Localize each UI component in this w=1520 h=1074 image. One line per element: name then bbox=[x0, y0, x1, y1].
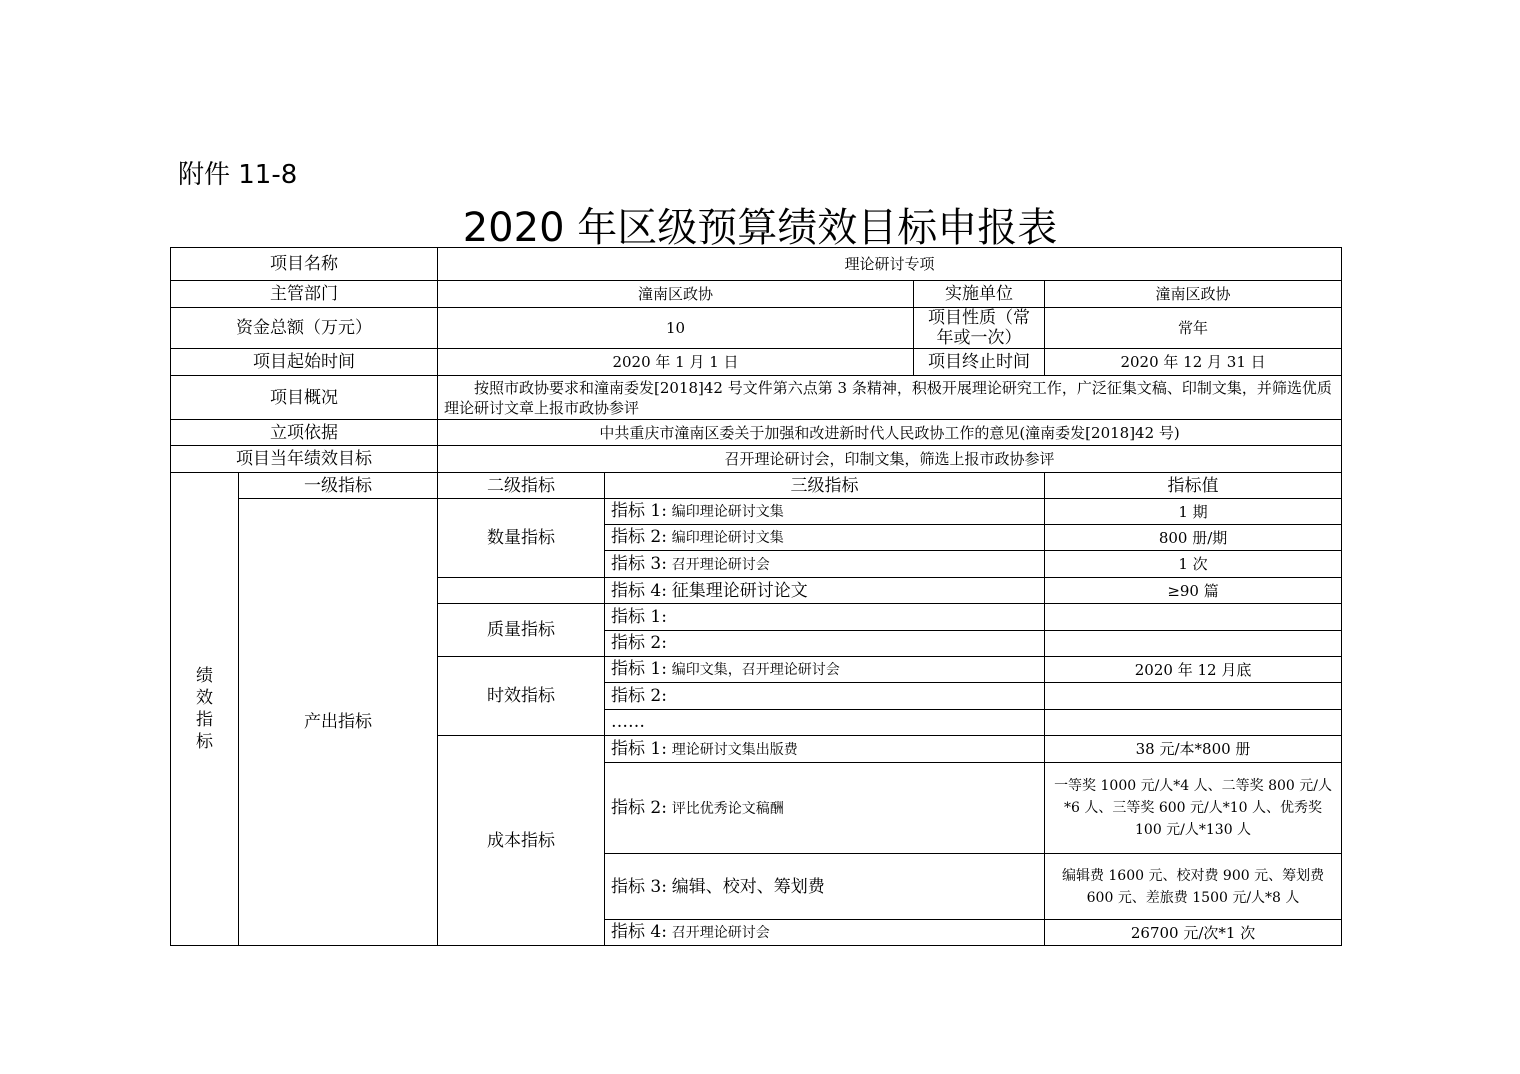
quality-item-1: 指标 1: bbox=[605, 604, 1045, 631]
funds-label: 资金总额（万元） bbox=[171, 308, 438, 349]
timeliness-label: 时效指标 bbox=[438, 657, 605, 736]
table-row bbox=[171, 376, 1342, 420]
cost-label: 成本指标 bbox=[438, 736, 605, 946]
timeliness-item-2: 指标 2: bbox=[605, 683, 1045, 710]
quality-value-2 bbox=[1045, 631, 1342, 657]
value-header: 指标值 bbox=[1045, 473, 1342, 499]
start-time-label: 项目起始时间 bbox=[171, 349, 438, 376]
quality-label: 质量指标 bbox=[438, 604, 605, 657]
quantity-value-2: 800 册/期 bbox=[1045, 525, 1342, 551]
table-row bbox=[171, 248, 1342, 281]
cost-value-3: 编辑费 1600 元、校对费 900 元、筹划费 600 元、差旅费 1500 元/人*8 人 bbox=[1045, 854, 1342, 920]
level1-output: 产出指标 bbox=[239, 499, 438, 946]
level3-header: 三级指标 bbox=[605, 473, 1045, 499]
table-row bbox=[171, 281, 1342, 308]
quantity-item-2: 指标 2: 编印理论研讨文集 bbox=[605, 525, 1045, 551]
table-row bbox=[171, 473, 1342, 499]
dept-value: 潼南区政协 bbox=[438, 281, 914, 308]
quantity-item-1: 指标 1: 编印理论研讨文集 bbox=[605, 499, 1045, 525]
nature-value: 常年 bbox=[1045, 308, 1342, 349]
table-row bbox=[171, 446, 1342, 473]
start-time-value: 2020 年 1 月 1 日 bbox=[438, 349, 914, 376]
overview-value: 按照市政协要求和潼南委发[2018]42 号文件第六点第 3 条精神，积极开展理论研究工作，广泛征集文稿、印制文集，并筛选优质理论研讨文章上报市政协参评 bbox=[438, 376, 1342, 420]
quality-item-2: 指标 2: bbox=[605, 631, 1045, 657]
nature-label: 项目性质（常年或一次） bbox=[914, 308, 1045, 349]
level1-header: 一级指标 bbox=[239, 473, 438, 499]
funds-value: 10 bbox=[438, 308, 914, 349]
goal-value: 召开理论研讨会，印制文集，筛选上报市政协参评 bbox=[438, 446, 1342, 473]
level2-header: 二级指标 bbox=[438, 473, 605, 499]
basis-value: 中共重庆市潼南区委关于加强和改进新时代人民政协工作的意见(潼南委发[2018]42 号) bbox=[438, 420, 1342, 446]
budget-performance-table bbox=[170, 247, 1342, 946]
quality-value-1 bbox=[1045, 604, 1342, 631]
overview-label: 项目概况 bbox=[171, 376, 438, 420]
attachment-label: 附件 11-8 bbox=[178, 160, 298, 190]
cost-item-4: 指标 4: 召开理论研讨会 bbox=[605, 920, 1045, 946]
quantity-value-3: 1 次 bbox=[1045, 551, 1342, 578]
timeliness-item-3: …… bbox=[605, 710, 1045, 736]
empty-cell bbox=[438, 578, 605, 604]
timeliness-value-3 bbox=[1045, 710, 1342, 736]
cost-item-2: 指标 2: 评比优秀论文稿酬 bbox=[605, 763, 1045, 854]
impl-unit-label: 实施单位 bbox=[914, 281, 1045, 308]
table-row bbox=[171, 308, 1342, 349]
timeliness-value-2 bbox=[1045, 683, 1342, 710]
impl-unit-value: 潼南区政协 bbox=[1045, 281, 1342, 308]
project-name-label: 项目名称 bbox=[171, 248, 438, 281]
table-row bbox=[171, 349, 1342, 376]
table-row bbox=[171, 499, 1342, 525]
cost-value-4: 26700 元/次*1 次 bbox=[1045, 920, 1342, 946]
cost-value-1: 38 元/本*800 册 bbox=[1045, 736, 1342, 763]
cost-item-1: 指标 1: 理论研讨文集出版费 bbox=[605, 736, 1045, 763]
quantity-value-1: 1 期 bbox=[1045, 499, 1342, 525]
perf-side-label: 绩 效 指 标 bbox=[171, 473, 239, 946]
page-title: 2020 年区级预算绩效目标申报表 bbox=[462, 205, 1058, 251]
cost-item-3: 指标 3: 编辑、校对、筹划费 bbox=[605, 854, 1045, 920]
end-time-label: 项目终止时间 bbox=[914, 349, 1045, 376]
table-row bbox=[171, 420, 1342, 446]
timeliness-item-1: 指标 1: 编印文集，召开理论研讨会 bbox=[605, 657, 1045, 683]
end-time-value: 2020 年 12 月 31 日 bbox=[1045, 349, 1342, 376]
basis-label: 立项依据 bbox=[171, 420, 438, 446]
quantity-value-4: ≥90 篇 bbox=[1045, 578, 1342, 604]
dept-label: 主管部门 bbox=[171, 281, 438, 308]
cost-value-2: 一等奖 1000 元/人*4 人、二等奖 800 元/人*6 人、三等奖 600 元/人*10 人、优秀奖 100 元/人*130 人 bbox=[1045, 763, 1342, 854]
timeliness-value-1: 2020 年 12 月底 bbox=[1045, 657, 1342, 683]
quantity-item-3: 指标 3: 召开理论研讨会 bbox=[605, 551, 1045, 578]
goal-label: 项目当年绩效目标 bbox=[171, 446, 438, 473]
quantity-label: 数量指标 bbox=[438, 499, 605, 578]
quantity-item-4: 指标 4: 征集理论研讨论文 bbox=[605, 578, 1045, 604]
project-name-value: 理论研讨专项 bbox=[438, 248, 1342, 281]
